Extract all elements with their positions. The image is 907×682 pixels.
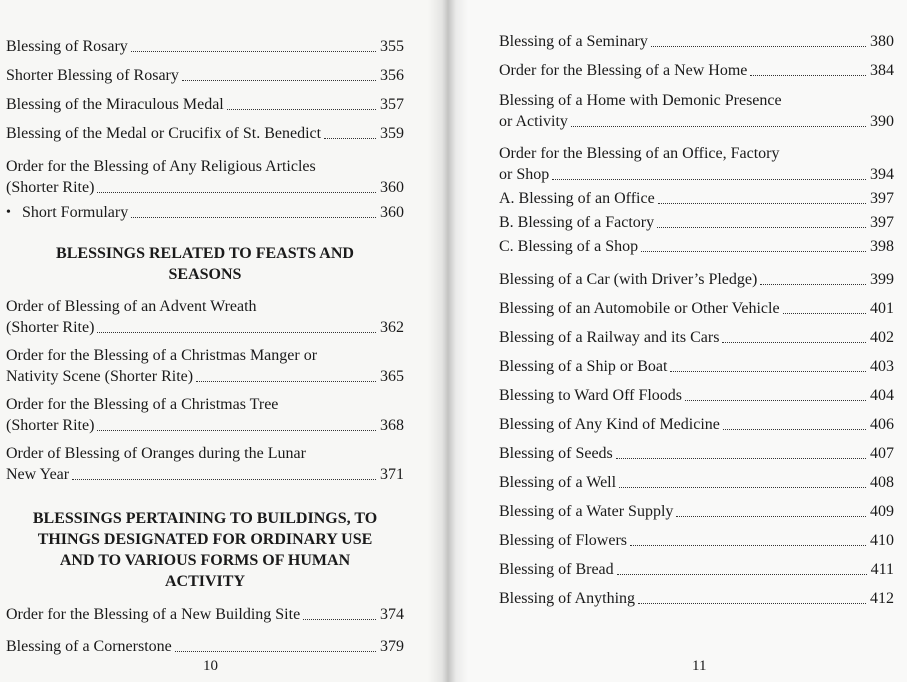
toc-entry-title: Order for the Blessing of a New Home — [499, 62, 748, 79]
toc-entry-page: 411 — [870, 561, 894, 578]
toc-entry[interactable] — [499, 269, 894, 290]
dot-leader — [617, 574, 867, 575]
toc-entry[interactable] — [499, 385, 894, 406]
toc-entry[interactable] — [6, 604, 404, 625]
toc-entry-page: 357 — [380, 96, 404, 113]
toc-entry-title: B. Blessing of a Factory — [499, 214, 655, 231]
right-page-content — [499, 0, 894, 609]
dot-leader — [97, 430, 376, 431]
toc-entry-page: 384 — [870, 62, 894, 79]
page-number: 10 — [203, 658, 218, 674]
section-heading: BLESSINGS RELATED TO FEASTS AND SEASONS — [56, 245, 354, 283]
toc-entry[interactable] — [6, 296, 404, 338]
toc-entry-title: Shorter Blessing of Rosary — [6, 67, 179, 84]
toc-entry-title: Blessing of Anything — [499, 590, 636, 607]
dot-leader — [722, 342, 866, 343]
toc-entry[interactable] — [499, 472, 894, 493]
toc-entry[interactable] — [499, 356, 894, 377]
toc-entry[interactable] — [499, 530, 894, 551]
toc-entry-sub[interactable] — [6, 202, 404, 223]
toc-entry-title-cont: (Shorter Rite) — [6, 179, 95, 196]
toc-entry-page: 390 — [870, 113, 894, 130]
toc-entry-page: 379 — [380, 638, 404, 655]
dot-leader — [324, 138, 376, 139]
toc-entry-title: Blessing of Seeds — [499, 445, 613, 462]
toc-entry-page: 410 — [870, 532, 894, 549]
toc-entry[interactable] — [499, 501, 894, 522]
dot-leader — [619, 487, 866, 488]
toc-entry-title: Order of Blessing of an Advent Wreath — [6, 298, 257, 315]
toc-entry-title: Blessing of a Water Supply — [499, 503, 674, 520]
toc-entry-title: Short Formulary — [22, 204, 129, 221]
toc-entry-title: C. Blessing of a Shop — [499, 238, 639, 255]
toc-entry[interactable] — [6, 156, 404, 198]
dot-leader — [658, 203, 866, 204]
toc-entry-page: 371 — [380, 466, 404, 483]
bullet-icon: • — [6, 205, 11, 220]
toc-entry[interactable] — [6, 94, 404, 115]
toc-entry-title: Blessing of a Cornerstone — [6, 638, 172, 655]
toc-entry-page: 359 — [380, 125, 404, 142]
toc-entry[interactable] — [6, 443, 404, 485]
toc-entry-page: 409 — [870, 503, 894, 520]
toc-entry-title: Order for the Blessing of a Christmas Tree — [6, 396, 279, 413]
toc-entry-title: Order for the Blessing of Any Religious Articles — [6, 158, 316, 175]
toc-entry-page: 406 — [870, 416, 894, 433]
section-heading: BLESSINGS PERTAINING TO BUILDINGS, TO THINGS DESIGNATED FOR ORDINARY USE AND TO VARIOUS FORMS OF HUMAN ACTIVITY — [32, 510, 378, 590]
toc-entry[interactable] — [499, 298, 894, 319]
dot-leader — [552, 179, 866, 180]
dot-leader — [175, 651, 376, 652]
right-page — [444, 0, 907, 682]
toc-entry-title: Blessing of the Miraculous Medal — [6, 96, 224, 113]
toc-entry[interactable] — [6, 36, 404, 57]
toc-entry-page: 403 — [870, 358, 894, 375]
toc-entry-title: Order for the Blessing of a New Building Site — [6, 606, 301, 623]
dot-leader — [196, 381, 376, 382]
toc-entry-title: Blessing of a Seminary — [499, 33, 648, 50]
dot-leader — [641, 251, 866, 252]
dot-leader — [783, 313, 866, 314]
dot-leader — [571, 126, 866, 127]
toc-entry-sub[interactable] — [499, 188, 894, 209]
dot-leader — [182, 80, 376, 81]
toc-entry-title-cont: New Year — [6, 466, 70, 483]
toc-entry-page: 408 — [870, 474, 894, 491]
dot-leader — [97, 332, 376, 333]
toc-entry-page: 394 — [870, 166, 894, 183]
toc-entry-title: Blessing of an Automobile or Other Vehicle — [499, 300, 780, 317]
dot-leader — [676, 516, 866, 517]
toc-entry[interactable] — [499, 60, 894, 81]
page-number: 11 — [692, 658, 707, 674]
dot-leader — [227, 109, 376, 110]
toc-entry-title-cont: or Activity — [499, 113, 568, 130]
toc-entry-page: 374 — [380, 606, 404, 623]
toc-entry-title: Blessing of Rosary — [6, 38, 128, 55]
dot-leader — [131, 51, 376, 52]
toc-entry[interactable] — [499, 414, 894, 435]
toc-entry-title-cont: (Shorter Rite) — [6, 319, 95, 336]
toc-entry-title: Blessing of Any Kind of Medicine — [499, 416, 720, 433]
dot-leader — [303, 619, 376, 620]
toc-entry-page: 368 — [380, 417, 404, 434]
toc-entry-page: 398 — [870, 238, 894, 255]
toc-entry[interactable] — [499, 143, 894, 185]
toc-entry-page: 356 — [380, 67, 404, 84]
dot-leader — [638, 603, 866, 604]
left-page — [0, 0, 444, 682]
dot-leader — [750, 75, 866, 76]
toc-entry-page: 365 — [380, 368, 404, 385]
toc-entry-page: 407 — [870, 445, 894, 462]
toc-entry[interactable] — [499, 90, 894, 132]
toc-entry-title: Blessing of a Home with Demonic Presence — [499, 92, 782, 109]
toc-entry[interactable] — [499, 327, 894, 348]
toc-entry-page: 404 — [870, 387, 894, 404]
toc-entry-title-cont: (Shorter Rite) — [6, 417, 95, 434]
toc-entry-page: 380 — [870, 33, 894, 50]
toc-entry[interactable] — [499, 588, 894, 609]
toc-entry-page: 402 — [870, 329, 894, 346]
toc-entry-page: 360 — [380, 179, 404, 196]
toc-entry[interactable] — [499, 443, 894, 464]
toc-entry-title: Blessing of Flowers — [499, 532, 627, 549]
toc-entry-page: 399 — [870, 271, 894, 288]
toc-entry-title: Order for the Blessing of a Christmas Manger or — [6, 347, 318, 364]
toc-entry-title: Order of Blessing of Oranges during the Lunar — [6, 445, 306, 462]
dot-leader — [670, 371, 866, 372]
dot-leader — [72, 479, 376, 480]
toc-entry-title: A. Blessing of an Office — [499, 190, 655, 207]
toc-entry-title: Blessing of Bread — [499, 561, 614, 578]
dot-leader — [760, 284, 866, 285]
toc-entry-page: 397 — [870, 214, 894, 231]
dot-leader — [630, 545, 866, 546]
dot-leader — [685, 400, 866, 401]
toc-entry[interactable] — [6, 123, 404, 144]
toc-entry-page: 355 — [380, 38, 404, 55]
dot-leader — [131, 217, 376, 218]
toc-entry-sub[interactable] — [499, 212, 894, 233]
toc-entry-page: 397 — [870, 190, 894, 207]
dot-leader — [723, 429, 866, 430]
toc-entry-page: 360 — [380, 204, 404, 221]
toc-entry-title-cont: Nativity Scene (Shorter Rite) — [6, 368, 194, 385]
toc-entry[interactable] — [6, 636, 404, 657]
toc-entry-title: Blessing of a Well — [499, 474, 617, 491]
toc-entry[interactable] — [499, 559, 894, 580]
toc-entry-title: Blessing to Ward Off Floods — [499, 387, 683, 404]
toc-entry[interactable] — [499, 31, 894, 52]
toc-entry-title: Blessing of a Car (with Driver’s Pledge) — [499, 271, 758, 288]
toc-entry-title-cont: or Shop — [499, 166, 550, 183]
toc-entry-title: Blessing of a Railway and its Cars — [499, 329, 720, 346]
toc-entry[interactable] — [6, 345, 404, 387]
toc-entry-page: 412 — [870, 590, 894, 607]
left-page-content — [6, 0, 404, 657]
dot-leader — [651, 46, 866, 47]
toc-entry-title: Blessing of the Medal or Crucifix of St. Benedict — [6, 125, 322, 142]
toc-entry[interactable] — [6, 394, 404, 436]
dot-leader — [97, 192, 376, 193]
toc-entry[interactable] — [6, 65, 404, 86]
toc-entry-sub[interactable] — [499, 236, 894, 257]
dot-leader — [616, 458, 866, 459]
toc-entry-page: 362 — [380, 319, 404, 336]
toc-entry-page: 401 — [870, 300, 894, 317]
toc-entry-title: Blessing of a Ship or Boat — [499, 358, 668, 375]
toc-entry-title: Order for the Blessing of an Office, Factory — [499, 145, 780, 162]
dot-leader — [657, 227, 866, 228]
